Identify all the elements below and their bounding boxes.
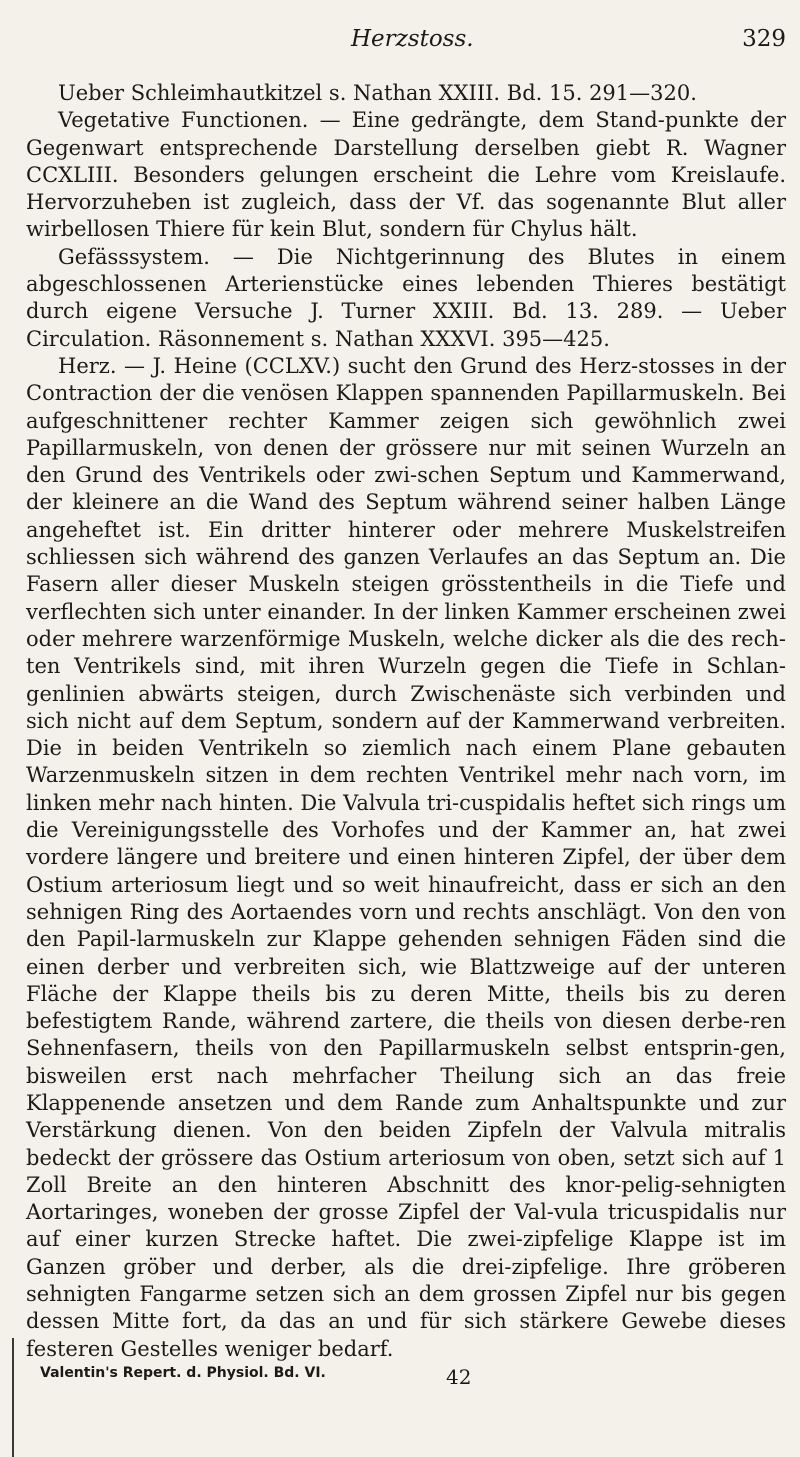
book-page xyxy=(26,26,786,1393)
page-number: 329 xyxy=(742,26,786,52)
paragraph-vegetative-functionen: Vegetative Functionen. — Eine gedrängte, dem Stand-punkte der Gegenwart entsprechende Darstellung derselben giebt R. Wagner CCXLIII. Besonders gelungen erscheint die Lehre vom Kreislaufe. Hervorzuheben ist zugleich, dass der Vf. das sogenannte Blut aller wirbellosen Thiere für kein Blut, sondern für Chylus hält. xyxy=(26,108,786,242)
printer-signature: Valentin's Repert. d. Physiol. Bd. VI. xyxy=(40,1364,326,1381)
paragraph-schleimhautkitzel: Ueber Schleimhautkitzel s. Nathan XXIII. Bd. 15. 291—320. xyxy=(58,81,697,105)
page-footer xyxy=(26,1365,786,1393)
binding-edge-line xyxy=(12,1338,14,1457)
page-body xyxy=(26,80,786,1363)
paragraph-herz: Herz. — J. Heine (CCLXV.) sucht den Grund des Herz-stosses in der Contraction der die venösen Klappen spannenden Papillarmuskeln. Bei aufgeschnittener rechter Kammer zeigen sich gewöhnlich zwei Papillarmuskeln, von denen der grössere nur mit seinen Wurzeln an den Grund des Ventrikels oder zwi-schen Septum und Kammerwand, der kleinere an die Wand des Septum während seiner halben Länge angeheftet ist. Ein dritter hinterer oder mehrere Muskelstreifen schliessen sich während des ganzen Verlaufes an das Septum an. Die Fasern aller dieser Muskeln steigen grösstentheils in die Tiefe und verflechten sich unter einander. In der linken Kammer erscheinen zwei oder mehrere warzenförmige Muskeln, welche dicker als die des rech-ten Ventrikels sind, mit ihren Wurzeln gegen die Tiefe in Schlan-genlinien abwärts steigen, durch Zwischenäste sich verbinden und sich nicht auf dem Septum, sondern auf der Kammerwand verbreiten. Die in beiden Ventrikeln so ziemlich nach einem Plane gebauten Warzenmuskeln sitzen in dem rechten Ventrikel mehr nach vorn, im linken mehr nach hinten. Die Valvula tri-cuspidalis heftet sich rings um die Vereinigungsstelle des Vorhofes und der Kammer an, hat zwei vordere längere und breitere und einen hinteren Zipfel, der über dem Ostium arteriosum liegt und so weit hinaufreicht, dass er sich an den sehnigen Ring des Aortaendes vorn und rechts anschlägt. Von den von den Papil-larmuskeln zur Klappe gehenden sehnigen Fäden sind die einen derber und verbreiten sich, wie Blattzweige auf der unteren Fläche der Klappe theils bis zu deren Mitte, theils bis zu deren befestigtem Rande, während zartere, die theils von diesen derbe-ren Sehnenfasern, theils von den Papillarmuskeln selbst entsprin-gen, bisweilen erst nach mehrfacher Theilung sich an das freie Klappenende ansetzen und dem Rande zum Anhaltspunkte und zur Verstärkung dienen. Von den beiden Zipfeln der Valvula mitralis bedeckt der grössere das Ostium arteriosum von oben, setzt sich auf 1 Zoll Breite an den hinteren Abschnitt des knor-pelig-sehnigten Aortaringes, woneben der grosse Zipfel der Val-vula tricuspidalis nur auf einer kurzen Strecke haftet. Die zwei-zipfelige Klappe ist im Ganzen gröber und derber, als die drei-zipfelige. Ihre gröberen sehnigten Fangarme setzen sich an dem grossen Zipfel nur bis gegen dessen Mitte fort, da das an und für sich stärkere Gewebe dieses festeren Gestelles weniger bedarf. xyxy=(26,353,786,1361)
running-title: Herzstoss. xyxy=(351,26,474,52)
paragraph-gefaesssystem: Gefässsystem. — Die Nichtgerinnung des Blutes in einem abgeschlossenen Arterienstücke eines lebenden Thieres bestätigt durch eigene Versuche J. Turner XXIII. Bd. 13. 289. — Ueber Circulation. Räsonnement s. Nathan XXXVI. 395—425. xyxy=(26,244,786,351)
signature-mark: 42 xyxy=(446,1364,472,1389)
page-header xyxy=(26,26,786,66)
